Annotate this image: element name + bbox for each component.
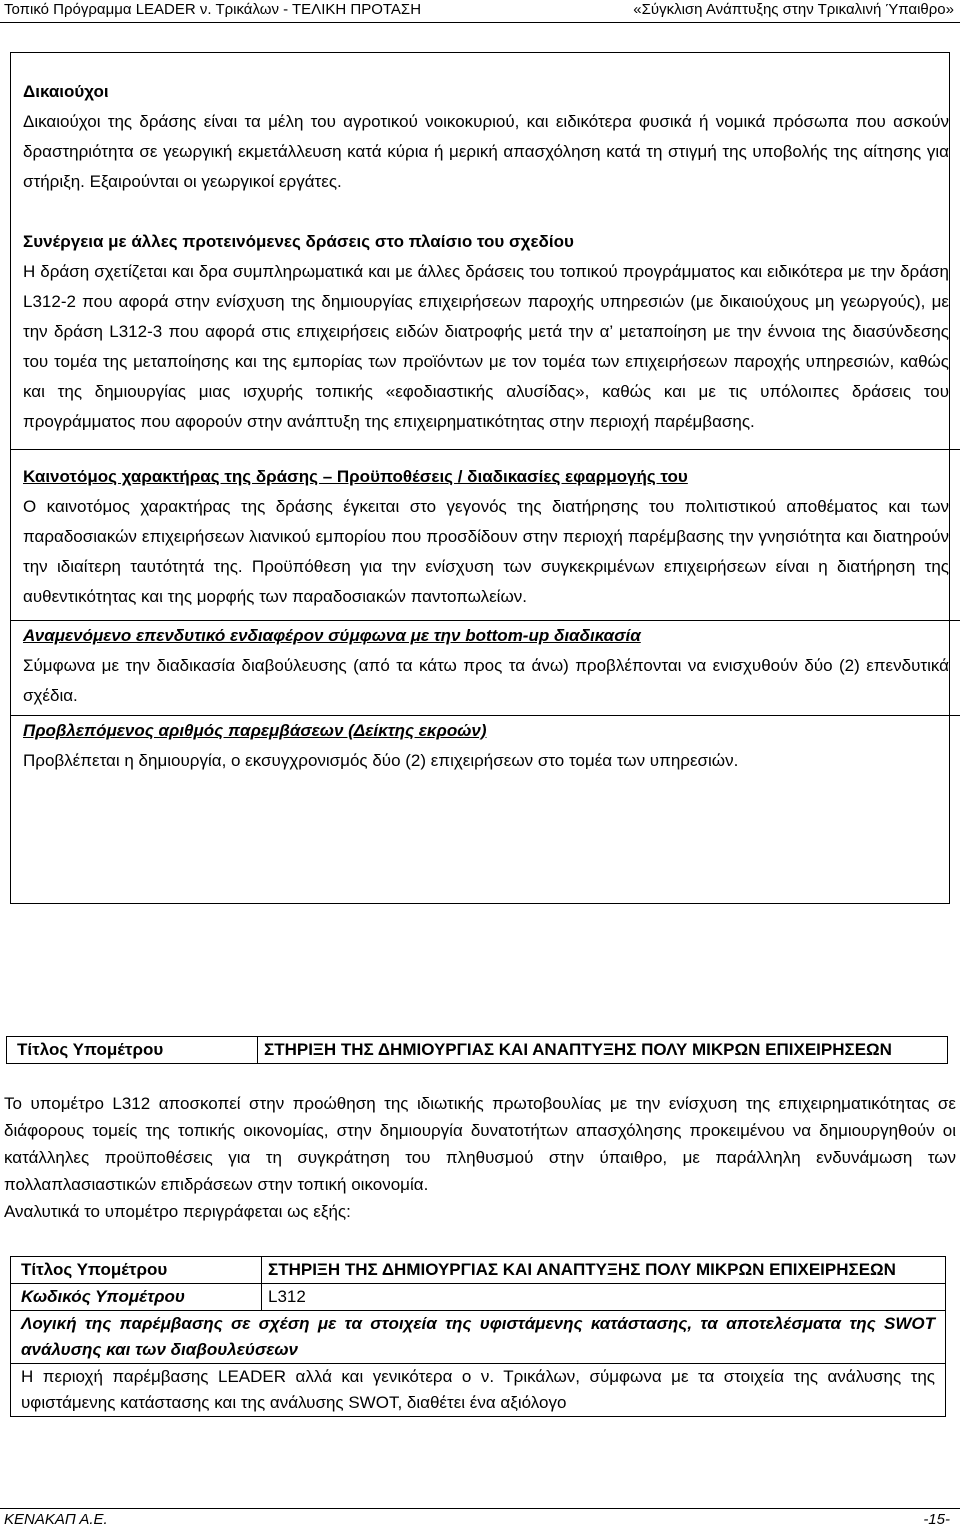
interventions-text: Προβλέπεται η δημιουργία, ο εκσυγχρονισμός δύο (2) επιχειρήσεων στο τομέα των υπηρεσιών. (23, 751, 739, 770)
interventions-heading: Προβλεπόμενος αριθμός παρεμβάσεων (Δείκτης εκροών) (23, 721, 487, 740)
header-left-title: Τοπικό Πρόγραμμα LEADER ν. Τρικάλων - ΤΕΛΙΚΗ ΠΡΟΤΑΣΗ (4, 1, 422, 18)
synergy-text: Η δράση σχετίζεται και δρα συμπληρωματικά και με άλλες δράσεις του τοπικού προγράμματος και ειδικότερα με την δράση L312-2 που αφορά στην ενίσχυση της δημιουργίας επιχειρήσεων παροχής υπηρεσιών (με δικαιούχους μη γεωργούς), με την δράση L312-3 που αφορά στις επιχειρήσεις ειδών διατροφής μετά την α’ μεταποίηση με την έννοια της διασύνδεσης του τομέα της μεταποίησης και της εμπορίας των προϊόντων με τον τομέα των επιχειρήσεων παροχής υπηρεσιών, καθώς και της δημιουργίας μιας ισχυρής τοπικής «εφοδιαστικής αλυσίδας», καθώς και με τις υπόλοιπες δράσεις του προγράμματος που αφορούν στην ανάπτυξη της επιχειρηματικότητας στην περιοχή παρέμβασης. (23, 262, 949, 431)
page-footer (0, 1508, 960, 1529)
submeasure-title-table (6, 1036, 948, 1064)
synergy-heading: Συνέργεια με άλλες προτεινόμενες δράσεις στο πλαίσιο του σχεδίου (23, 232, 574, 251)
page-number: -15- (923, 1511, 950, 1528)
footer-company: ΚΕΝΑΚΑΠ Α.Ε. (4, 1511, 108, 1528)
page-header (0, 0, 960, 23)
submeasure-details-table (10, 1256, 946, 1417)
innovation-heading: Καινοτόμος χαρακτήρας της δράσης – Προϋποθέσεις / διαδικασίες εφαρμογής του (23, 467, 688, 486)
details-title-value: ΣΤΗΡΙΞΗ ΤΗΣ ΔΗΜΙΟΥΡΓΙΑΣ ΚΑΙ ΑΝΑΠΤΥΞΗΣ ΠΟΛΥ ΜΙΚΡΩΝ ΕΠΙΧΕΙΡΗΣΕΩΝ (262, 1257, 946, 1284)
innovation-section (23, 462, 949, 612)
header-right-title: «Σύγκλιση Ανάπτυξης στην Τρικαλινή Ύπαιθρο» (633, 1, 954, 18)
synergy-section (23, 227, 949, 437)
beneficiaries-text: Δικαιούχοι της δράσης είναι τα μέλη του αγροτικού νοικοκυριού, και ειδικότερα φυσικά ή νομικά πρόσωπα που ασκούν δραστηριότητα σε γεωργική εκμετάλλευση κατά κύρια ή μερική απασχόληση κατά τη στιγμή της υποβολής της αίτησης για στήριξη. Εξαιρούνται οι γεωργικοί εργάτες. (23, 112, 949, 191)
details-code-label: Κωδικός Υπομέτρου (11, 1284, 262, 1311)
intro-text: Το υπομέτρο L312 αποσκοπεί στην προώθηση της ιδιωτικής πρωτοβουλίας με την ενίσχυση της επιχειρηματικότητας σε διάφορους τομείς της τοπικής οικονομίας, στην δημιουργία δυνατοτήτων απασχόλησης προκειμένου να δημιουργηθούν οι κατάλληλες προϋποθέσεις για τη συγκράτηση του πληθυσμού στην ύπαιθρο, με παράλληλη ενδυνάμωση των πολλαπλασιαστικών επιδράσεων στην τοπική οικονομία. (4, 1094, 956, 1194)
details-title-label: Τίτλος Υπομέτρου (11, 1257, 262, 1284)
details-code-value: L312 (262, 1284, 946, 1311)
investment-interest-section (23, 621, 949, 711)
investment-interest-text: Σύμφωνα με την διαδικασία διαβούλευσης (από τα κάτω προς τα άνω) προβλέπονται να ενισχυθούν δύο (2) επενδυτικά σχέδια. (23, 656, 949, 705)
beneficiaries-heading: Δικαιούχοι (23, 82, 109, 101)
submeasure-title-label: Τίτλος Υπομέτρου (7, 1037, 258, 1064)
innovation-text: Ο καινοτόμος χαρακτήρας της δράσης έγκειται στο γεγονός της διατήρησης του πολιτιστικού αποθέματος και των παραδοσιακών επιχειρήσεων λιανικού εμπορίου που προσδίδουν στην περιοχή παρέμβασης την γνησιότητα και διατηρούν την ιδιαίτερη ταυτότητά της. Προϋπόθεση για την ενίσχυση των συγκεκριμένων επιχειρήσεων είναι η διατήρηση της αυθεντικότητας και της μορφής των παραδοσιακών παντοπωλείων. (23, 497, 949, 606)
details-logic-label: Λογική της παρέμβασης σε σχέση με τα στοιχεία της υφιστάμενης κατάστασης, τα αποτελέσματα της SWOT ανάλυσης και των διαβουλεύσεων (11, 1311, 946, 1364)
submeasure-title-value: ΣΤΗΡΙΞΗ ΤΗΣ ΔΗΜΙΟΥΡΓΙΑΣ ΚΑΙ ΑΝΑΠΤΥΞΗΣ ΠΟΛΥ ΜΙΚΡΩΝ ΕΠΙΧΕΙΡΗΣΕΩΝ (258, 1037, 948, 1064)
action-details-box (10, 52, 950, 904)
investment-interest-heading: Αναμενόμενο επενδυτικό ενδιαφέρον σύμφωνα με την bottom-up διαδικασία (23, 626, 641, 645)
details-logic-text: Η περιοχή παρέμβασης LEADER αλλά και γενικότερα ο ν. Τρικάλων, σύμφωνα με τα στοιχεία της ανάλυσης της υφιστάμενης κατάστασης και της ανάλυσης SWOT, διαθέτει ένα αξιόλογο (11, 1364, 946, 1417)
interventions-section (23, 716, 949, 776)
beneficiaries-section (23, 77, 949, 197)
analysis-line: Αναλυτικά το υπομέτρο περιγράφεται ως εξής: (4, 1202, 351, 1221)
submeasure-intro (4, 1090, 956, 1225)
